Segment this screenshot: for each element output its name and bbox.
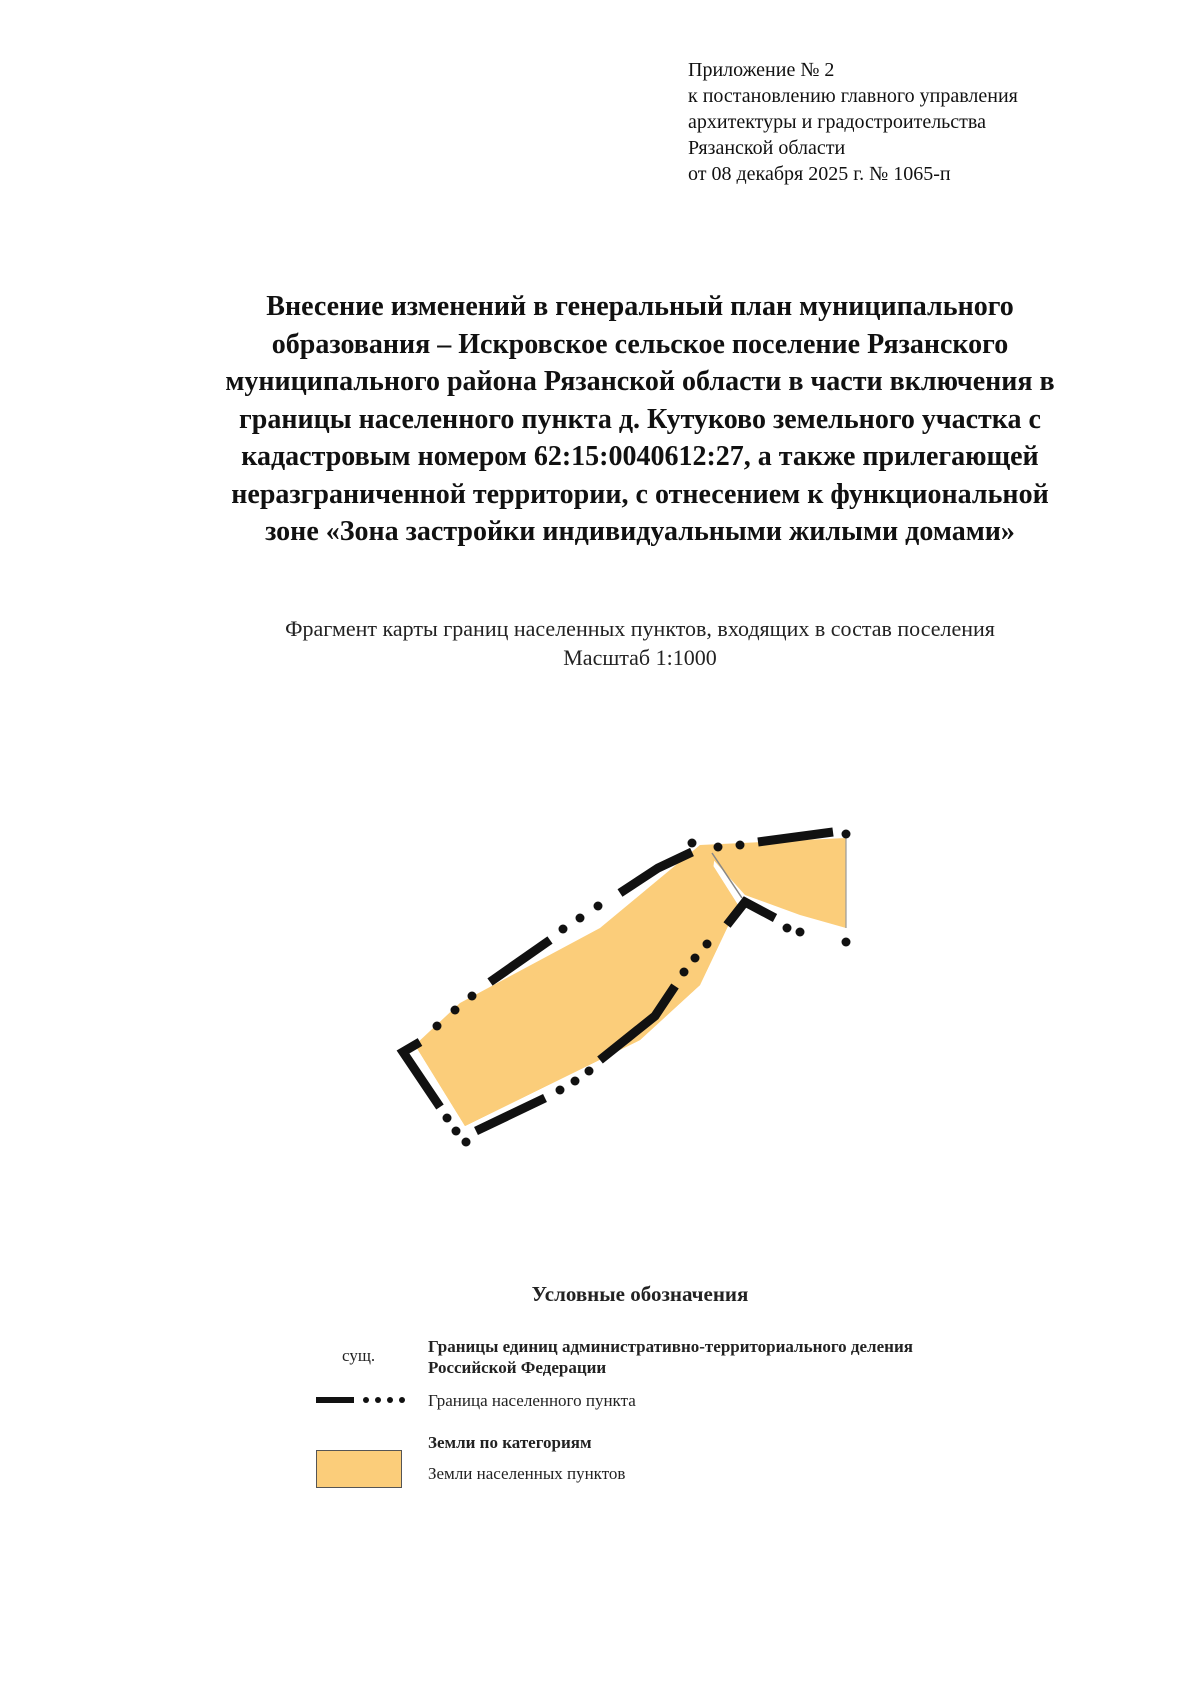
appendix-line: Приложение № 2 — [688, 59, 835, 81]
boundary-dot — [714, 843, 723, 852]
boundary-dot — [468, 992, 477, 1001]
legend-settlement-lands: Земли населенных пунктов — [428, 1464, 626, 1483]
boundary-dot — [680, 968, 689, 977]
boundary-dot — [703, 940, 712, 949]
legend-settlement-boundary: Граница населенного пункта — [428, 1391, 636, 1410]
boundary-line-icon — [314, 1390, 406, 1410]
title-line: образования – Искровское сельское поселение Рязанского — [271, 328, 1009, 360]
title-line: Внесение изменений в генеральный план муниципального — [266, 291, 1014, 322]
boundary-dot — [842, 830, 851, 839]
boundary-dot — [452, 1127, 461, 1136]
legend-group-land-categories: Земли по категориям — [428, 1433, 592, 1452]
boundary-dot — [783, 924, 792, 933]
appendix-line: к постановлению главного управления — [688, 85, 1018, 107]
boundary-dot — [462, 1138, 471, 1147]
boundary-dot — [443, 1114, 452, 1123]
title-line: зоне «Зона застройки индивидуальными жилыми домами» — [265, 516, 1015, 547]
legend-status-label: сущ. — [342, 1346, 376, 1365]
appendix-line: от 08 декабря 2025 г. № 1065-п — [688, 163, 951, 185]
boundary-dot — [796, 928, 805, 937]
legend-title: Условные обозначения — [531, 1282, 749, 1306]
title-line: муниципального района Рязанской области в части включения в — [225, 366, 1055, 397]
boundary-dot — [433, 1022, 442, 1031]
appendix-line: Рязанской области — [688, 137, 846, 159]
boundary-dot — [585, 1067, 594, 1076]
title-line: неразграниченной территории, с отнесением к функциональной — [231, 478, 1049, 510]
appendix-line: архитектуры и градостроительства — [688, 111, 986, 133]
boundary-dot — [556, 1086, 565, 1095]
boundary-dot — [571, 1077, 580, 1086]
boundary-dot — [451, 1006, 460, 1015]
boundary-dot — [736, 841, 745, 850]
settlement-land-swatch — [316, 1450, 402, 1488]
boundary-dot — [691, 954, 700, 963]
map-scale: Масштаб 1:1000 — [563, 645, 717, 670]
boundary-dot — [688, 839, 697, 848]
title-line: границы населенного пункта д. Кутуково земельного участка с — [239, 403, 1041, 435]
map-caption-text: Фрагмент карты границ населенных пунктов, входящих в состав поселения — [285, 616, 995, 641]
boundary-dot — [576, 914, 585, 923]
title-line: кадастровым номером 62:15:0040612:27, а также прилегающей — [241, 441, 1039, 472]
boundary-dot — [559, 925, 568, 934]
boundary-dot — [842, 938, 851, 947]
legend-group-admin-borders: Границы единиц административно-территориального деления Российской Федерации — [428, 1337, 913, 1377]
boundary-dot — [594, 902, 603, 911]
